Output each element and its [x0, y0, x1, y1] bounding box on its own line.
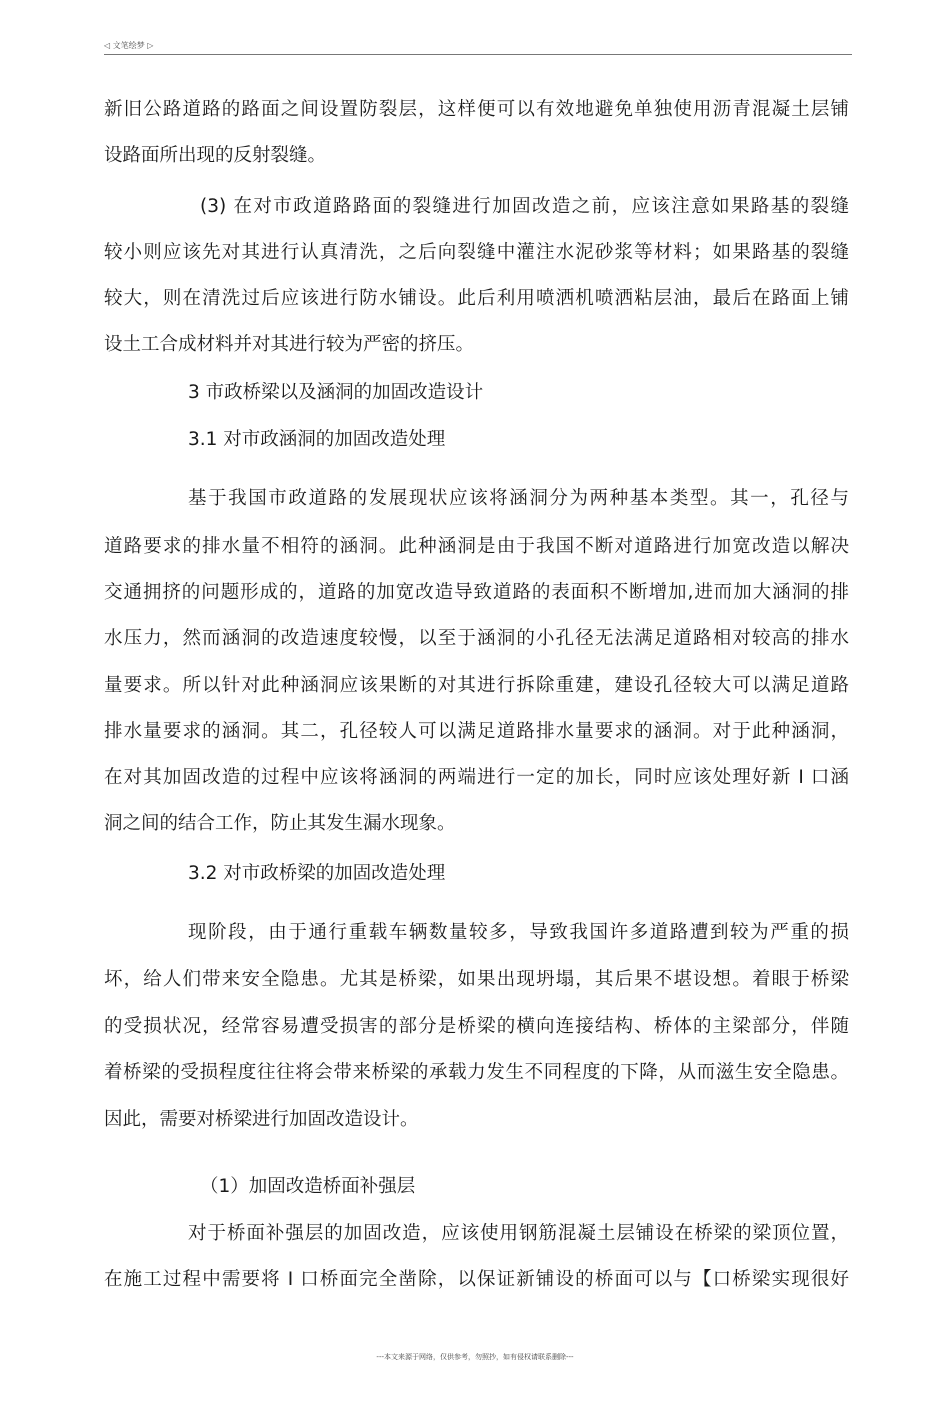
body-line: 基于我国市政道路的发展现状应该将涵洞分为两种基本类型。其一，孔径与	[188, 488, 849, 509]
body-line: 设路面所出现的反射裂缝。	[104, 145, 327, 166]
body-line: 因此，需要对桥梁进行加固改造设计。	[104, 1109, 419, 1130]
body-line: 现阶段，由于通行重载车辆数量较多，导致我国许多道路遭到较为严重的损	[188, 922, 849, 943]
body-line: 排水量要求的涵洞。其二，孔径较人可以满足道路排水量要求的涵洞。对于此种涵洞，	[104, 721, 849, 742]
subsection-heading: 3.2 对市政桥梁的加固改造处理	[188, 863, 446, 884]
body-line: 交通拥挤的问题形成的，道路的加宽改造导致道路的表面积不断增加,进而加大涵洞的排	[104, 582, 849, 603]
body-line: 坏，给人们带来安全隐患。尤其是桥梁，如果出现坍塌，其后果不堪设想。着眼于桥梁	[104, 969, 849, 990]
body-line: 着桥梁的受损程度往往将会带来桥梁的承载力发生不同程度的下降，从而滋生安全隐患。	[104, 1062, 849, 1083]
body-line: 洞之间的结合工作，防止其发生漏水现象。	[104, 813, 456, 834]
section-heading: 3 市政桥梁以及涵洞的加固改造设计	[188, 382, 484, 403]
body-line: 设土工合成材料并对其进行较为严密的挤压。	[104, 334, 475, 355]
header-divider	[104, 54, 852, 55]
footer-note: ---本文来源于网络，仅供参考，勿照抄，如有侵权请联系删除---	[376, 1353, 574, 1361]
body-line: 在对其加固改造的过程中应该将涵洞的两端进行一定的加长，同时应该处理好新 I 口涵	[104, 767, 849, 788]
body-line: 水压力，然而涵洞的改造速度较慢，以至于涵洞的小孔径无法满足道路相对较高的排水	[104, 628, 849, 649]
body-line: 道路要求的排水量不相符的涵洞。此种涵洞是由于我国不断对道路进行加宽改造以解决	[104, 536, 849, 557]
header-text: ◁ 文笔绘梦 ▷	[104, 41, 154, 50]
body-line: 的受损状况，经常容易遭受损害的部分是桥梁的横向连接结构、桥体的主梁部分，伴随	[104, 1016, 849, 1037]
body-line: 量要求。所以针对此种涵洞应该果断的对其进行拆除重建，建设孔径较大可以满足道路	[104, 675, 849, 696]
item-heading: （1）加固改造桥面补强层	[200, 1176, 416, 1197]
body-line: 较小则应该先对其进行认真清洗，之后向裂缝中灌注水泥砂浆等材料；如果路基的裂缝	[104, 242, 849, 263]
body-line: (3) 在对市政道路路面的裂缝进行加固改造之前，应该注意如果路基的裂缝	[200, 196, 849, 217]
body-line: 对于桥面补强层的加固改造，应该使用钢筋混凝土层铺设在桥梁的梁顶位置，	[188, 1223, 849, 1244]
body-line: 在施工过程中需要将 I 口桥面完全凿除，以保证新铺设的桥面可以与【口桥梁实现很好	[104, 1269, 849, 1290]
body-line: 新旧公路道路的路面之间设置防裂层，这样便可以有效地避免单独使用沥青混凝土层铺	[104, 99, 849, 120]
body-line: 较大，则在清洗过后应该进行防水铺设。此后利用喷洒机喷洒粘层油，最后在路面上铺	[104, 288, 849, 309]
subsection-heading: 3.1 对市政涵洞的加固改造处理	[188, 429, 446, 450]
